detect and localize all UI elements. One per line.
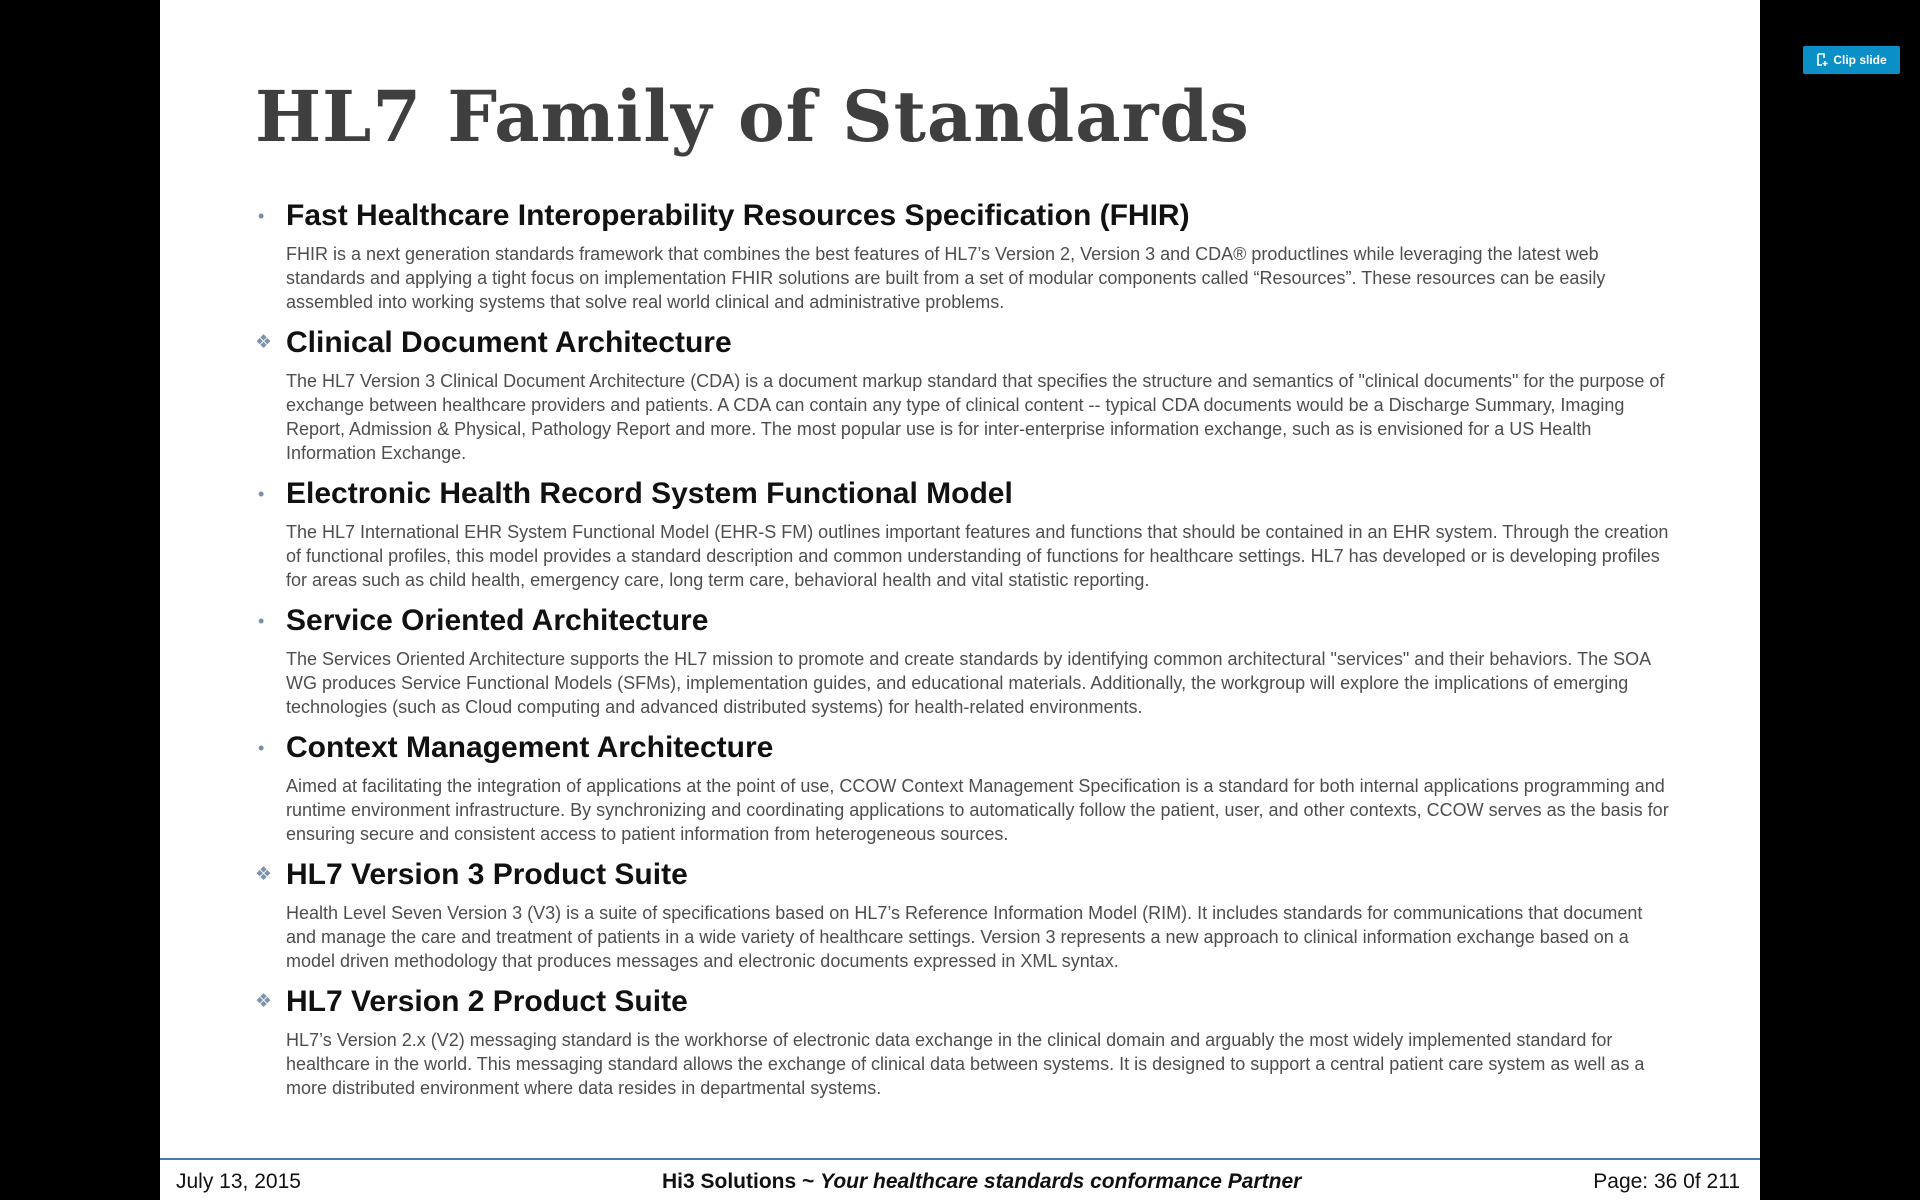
section-heading-row [255, 323, 1675, 363]
diamond-bullet-icon: ❖ [255, 991, 273, 1012]
slide [160, 0, 1760, 1200]
section-heading-row [255, 855, 1675, 895]
section-heading-row [255, 196, 1675, 236]
section-title: HL7 Version 2 Product Suite [286, 985, 688, 1018]
diamond-bullet-icon: ❖ [255, 332, 273, 353]
footer-company-name: Hi3 Solutions ~ [662, 1170, 821, 1193]
standard-section [255, 982, 1675, 1100]
section-description: The HL7 International EHR System Functional Model (EHR-S FM) outlines important features and functions that should be contained in an EHR system. Through the creation of functional profiles, this model provides a standard description and common understanding of functions for healthcare settings. HL7 has developed or is developing profiles for areas such as child health, emergency care, long term care, behavioral health and vital statistic reporting. [286, 522, 1669, 590]
dot-bullet-icon: • [258, 738, 265, 758]
clip-slide-button[interactable] [1803, 46, 1900, 74]
dot-bullet-icon: • [258, 206, 265, 226]
dot-bullet-icon: • [258, 611, 265, 631]
section-heading-row [255, 728, 1675, 768]
section-heading-row [255, 601, 1675, 641]
section-description: HL7’s Version 2.x (V2) messaging standard is the workhorse of electronic data exchange in the clinical domain and arguably the most widely implemented standard for healthcare in the world. This messaging standard allows the exchange of clinical data between systems. It is designed to support a central patient care system as well as a more distributed environment where data resides in departmental systems. [286, 1030, 1645, 1098]
section-list [255, 196, 1675, 1109]
standard-section [255, 728, 1675, 846]
section-description: The Services Oriented Architecture supports the HL7 mission to promote and create standards by identifying common architectural "services" and their behaviors. The SOA WG produces Service Functional Models (SFMs), implementation guides, and educational materials. Additionally, the workgroup will explore the implications of emerging technologies (such as Cloud computing and advanced distributed systems) for health-related environments. [286, 649, 1651, 717]
standard-section [255, 601, 1675, 719]
footer-tagline: Your healthcare standards conformance Partner [820, 1170, 1302, 1193]
section-description: Aimed at facilitating the integration of applications at the point of use, CCOW Context Management Specification is a standard for both internal applications programming and runtime environment infrastructure. By synchronizing and coordinating applications to automatically follow the patient, user, and other contexts, CCOW serves as the basis for ensuring secure and consistent access to patient information from heterogeneous sources. [286, 776, 1669, 844]
section-heading-row [255, 474, 1675, 514]
section-title: Clinical Document Architecture [286, 326, 732, 359]
slide-footer [160, 1160, 1760, 1200]
standard-section [255, 474, 1675, 592]
section-description: The HL7 Version 3 Clinical Document Architecture (CDA) is a document markup standard that specifies the structure and semantics of "clinical documents" for the purpose of exchange between healthcare providers and patients. A CDA can contain any type of clinical content -- typical CDA documents would be a Discharge Summary, Imaging Report, Admission & Physical, Pathology Report and more. The most popular use is for inter-enterprise information exchange, such as is envisioned for a US Health Information Exchange. [286, 371, 1665, 463]
section-title: HL7 Version 3 Product Suite [286, 858, 688, 891]
standard-section [255, 196, 1675, 314]
clip-icon [1816, 53, 1828, 67]
section-title: Fast Healthcare Interoperability Resources Specification (FHIR) [286, 199, 1190, 232]
clip-slide-label: Clip slide [1833, 53, 1887, 67]
section-description: Health Level Seven Version 3 (V3) is a suite of specifications based on HL7’s Reference Information Model (RIM). It includes standards for communications that document and manage the care and treatment of patients in a wide variety of healthcare settings. Version 3 represents a new approach to clinical information exchange based on a model driven methodology that produces messages and electronic documents expressed in XML syntax. [286, 903, 1643, 971]
footer-company [662, 1170, 1301, 1194]
section-title: Service Oriented Architecture [286, 604, 709, 637]
slide-title: HL7 Family of Standards [255, 75, 1250, 158]
section-heading-row [255, 982, 1675, 1022]
standard-section [255, 323, 1675, 465]
diamond-bullet-icon: ❖ [255, 864, 273, 885]
footer-page-number: Page: 36 0f 211 [1593, 1170, 1740, 1193]
standard-section [255, 855, 1675, 973]
footer-date: July 13, 2015 [176, 1170, 301, 1193]
dot-bullet-icon: • [258, 484, 265, 504]
section-title: Electronic Health Record System Functional Model [286, 477, 1013, 510]
section-description: FHIR is a next generation standards framework that combines the best features of HL7’s Version 2, Version 3 and CDA® productlines while leveraging the latest web standards and applying a tight focus on implementation FHIR solutions are built from a set of modular components called “Resources”. These resources can be easily assembled into working systems that solve real world clinical and administrative problems. [286, 244, 1606, 312]
section-title: Context Management Architecture [286, 731, 774, 764]
